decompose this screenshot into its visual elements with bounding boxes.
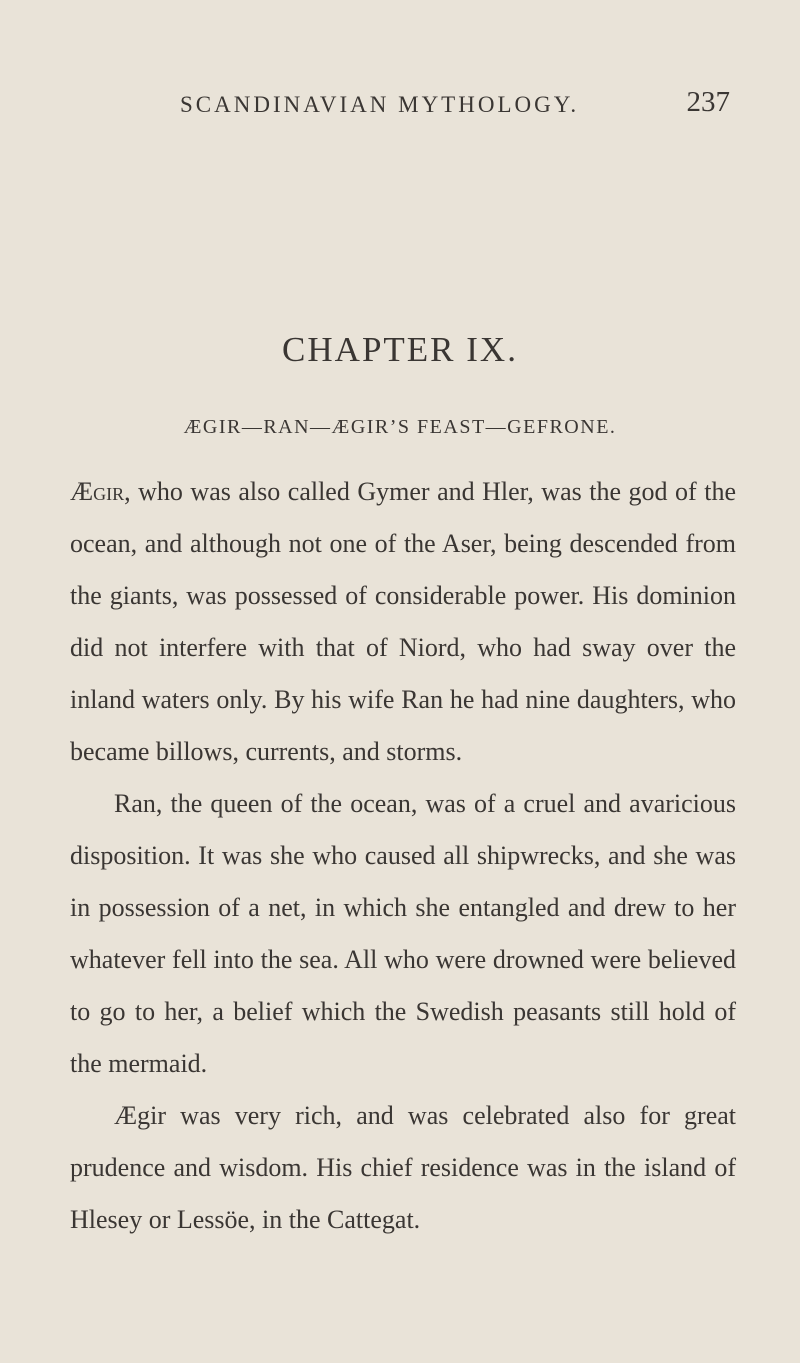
chapter-subtitle: ÆGIR—RAN—ÆGIR’S FEAST—GEFRONE. [183,416,617,438]
running-title: SCANDINAVIAN MYTHOLOGY. [180,92,580,117]
paragraph-text: Ran, the queen of the ocean, was of a cruel and avaricious disposition. It was she who caused all shipwrecks, and she was in possession of a net, in which she entangled and drew to her whatever fell into the sea. All who were drowned were believed to go to her, a belief which the Swedish peasants still hold of the mermaid. [70,789,736,1078]
running-head [180,86,730,128]
paragraph-1 [70,466,736,778]
body-text [70,466,736,1246]
paragraph-2 [70,778,736,1090]
paragraph-3 [70,1090,736,1246]
chapter-title: CHAPTER IX. [282,330,518,369]
paragraph-lead-word: Ægir, [70,477,131,506]
page-number: 237 [686,86,730,118]
paragraph-text: Ægir was very rich, and was celebrated also for great prudence and wisdom. His chief residence was in the island of Hlesey or Lessöe, in the Cattegat. [70,1101,736,1234]
paragraph-text: who was also called Gymer and Hler, was the god of the ocean, and although not one of the Aser, being descended from the giants, was possessed of considerable power. His dominion did not interfere with that of Niord, who had sway over the inland waters only. By his wife Ran he had nine daughters, who became billows, currents, and storms. [70,477,736,766]
